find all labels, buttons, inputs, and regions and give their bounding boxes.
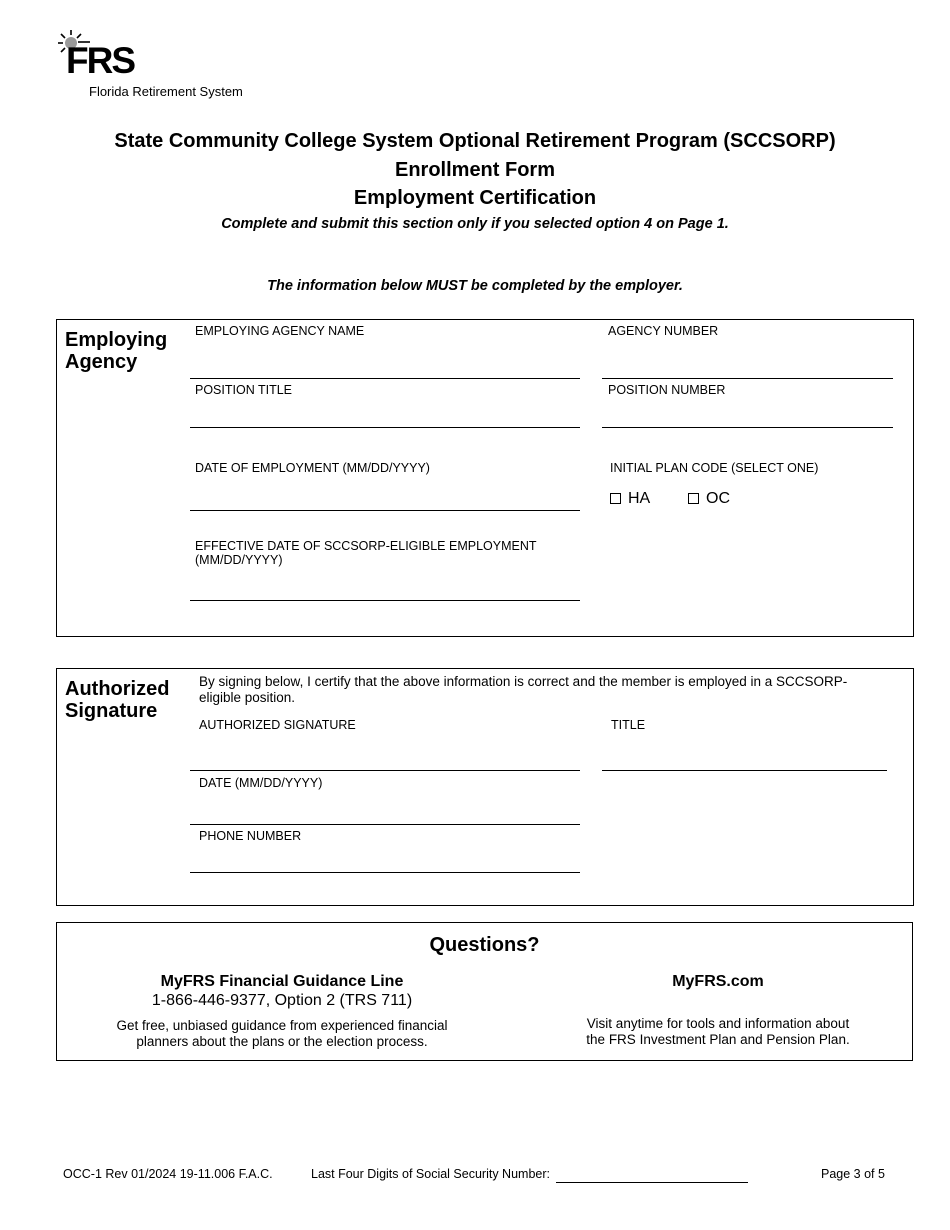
myfrs-block <box>503 973 933 1048</box>
effective-date-field[interactable] <box>190 600 580 601</box>
section-title-line: Agency <box>65 351 138 373</box>
agency-number-label: AGENCY NUMBER <box>608 324 719 338</box>
label-line: EFFECTIVE DATE OF SCCSORP-ELIGIBLE EMPLOYMENT <box>195 539 537 553</box>
text-line: planners about the plans or the election process. <box>136 1034 428 1049</box>
date-label: DATE (MM/DD/YYYY) <box>199 776 323 790</box>
guidance-line-phone[interactable]: 1-866-446-9377, Option 2 (TRS 711) <box>151 992 413 1009</box>
section-title-line: Employing <box>65 329 168 351</box>
guidance-line-block <box>67 973 497 1050</box>
cert-line: By signing below, I certify that the above information is correct and the member is employed in a SCCSORP- <box>199 674 848 689</box>
title-label: TITLE <box>611 718 646 732</box>
logo-brand: FRS <box>66 40 134 81</box>
form-subtitle: Complete and submit this section only if you selected option 4 on Page 1. <box>221 216 729 232</box>
date-field[interactable] <box>190 824 580 825</box>
guidance-line-text <box>67 1018 497 1050</box>
section-title-line: Signature <box>65 700 158 722</box>
employer-note: The information below MUST be completed by the employer. <box>267 278 683 294</box>
ssn-field[interactable] <box>556 1182 748 1183</box>
text-line: Visit anytime for tools and information about <box>586 1016 850 1031</box>
text-line: the FRS Investment Plan and Pension Plan. <box>586 1032 850 1047</box>
checkbox-icon[interactable] <box>688 493 699 504</box>
position-title-field[interactable] <box>190 427 580 428</box>
frs-logo <box>56 28 266 104</box>
signature-label: AUTHORIZED SIGNATURE <box>199 718 356 732</box>
cert-line: eligible position. <box>199 690 296 705</box>
form-title-line2: Enrollment Form <box>394 159 555 181</box>
section-title-line: Authorized <box>65 678 170 700</box>
form-title-line1: State Community College System Optional Retirement Program (SCCSORP) <box>114 130 836 152</box>
position-title-label: POSITION TITLE <box>195 383 293 397</box>
ssn-label: Last Four Digits of Social Security Number: <box>311 1167 550 1181</box>
agency-name-label: EMPLOYING AGENCY NAME <box>195 324 365 338</box>
guidance-line-heading: MyFRS Financial Guidance Line <box>160 973 404 990</box>
effective-date-label <box>195 539 537 567</box>
position-number-field[interactable] <box>602 427 893 428</box>
label-line: (MM/DD/YYYY) <box>195 553 283 567</box>
certification-statement <box>199 674 899 706</box>
plan-option-label: OC <box>706 490 730 507</box>
phone-label: PHONE NUMBER <box>199 829 302 843</box>
myfrs-text <box>503 1016 933 1048</box>
form-id: OCC-1 Rev 01/2024 19-11.006 F.A.C. <box>63 1167 273 1181</box>
form-title-line3: Employment Certification <box>353 187 597 209</box>
agency-number-field[interactable] <box>602 378 893 379</box>
date-of-employment-field[interactable] <box>190 510 580 511</box>
title-field[interactable] <box>602 770 887 771</box>
text-line: Get free, unbiased guidance from experienced financial <box>116 1018 448 1033</box>
position-number-label: POSITION NUMBER <box>608 383 726 397</box>
signature-field[interactable] <box>190 770 580 771</box>
plan-option-ha[interactable] <box>610 490 650 508</box>
phone-field[interactable] <box>190 872 580 873</box>
date-of-employment-label: DATE OF EMPLOYMENT (MM/DD/YYYY) <box>195 461 430 475</box>
myfrs-link[interactable]: MyFRS.com <box>672 973 764 990</box>
questions-section <box>56 922 913 1061</box>
page-number: Page 3 of 5 <box>821 1167 885 1181</box>
checkbox-icon[interactable] <box>610 493 621 504</box>
employing-agency-section <box>56 319 914 637</box>
plan-option-oc[interactable] <box>688 490 730 508</box>
agency-name-field[interactable] <box>190 378 580 379</box>
authorized-signature-section <box>56 668 914 906</box>
logo-subtitle: Florida Retirement System <box>89 84 243 99</box>
initial-plan-code-label: INITIAL PLAN CODE (SELECT ONE) <box>610 461 819 475</box>
employing-agency-title <box>65 329 167 373</box>
questions-title: Questions? <box>429 934 540 956</box>
authorized-signature-title <box>65 678 169 722</box>
plan-option-label: HA <box>628 490 651 507</box>
